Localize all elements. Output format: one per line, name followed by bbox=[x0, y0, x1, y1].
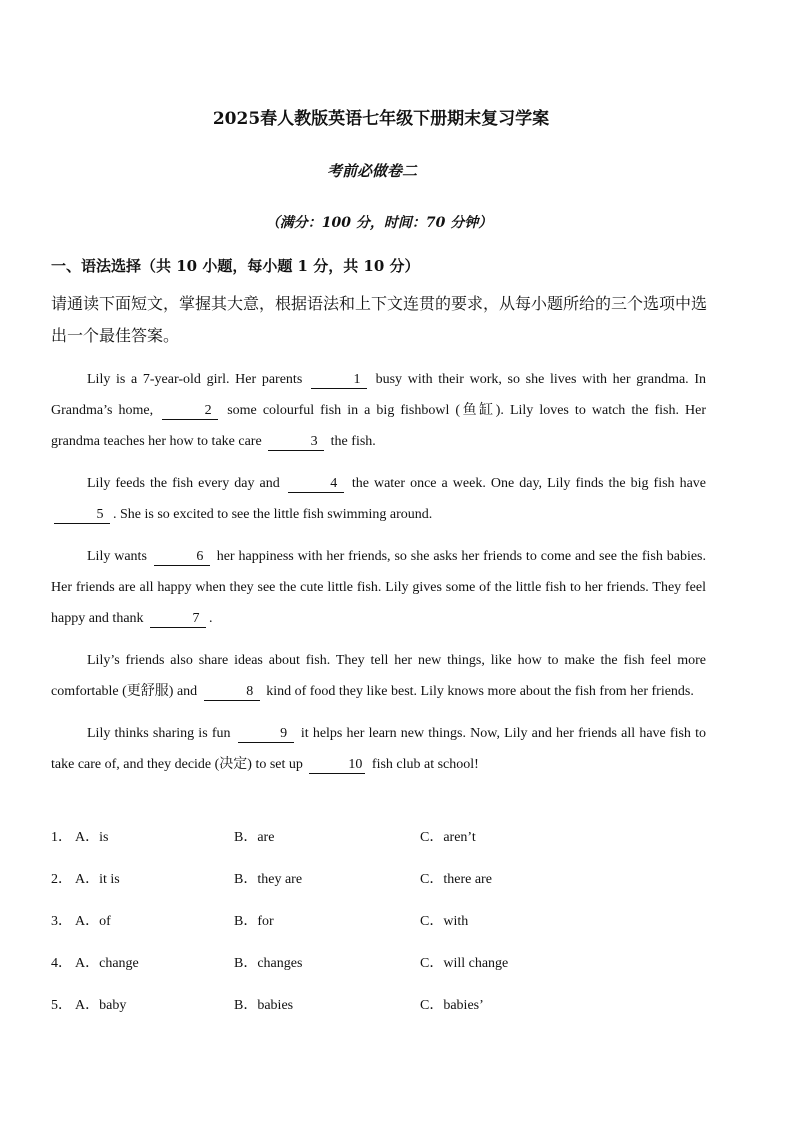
option-c: C．with bbox=[420, 914, 469, 929]
blank-8: 8 bbox=[204, 684, 260, 701]
blank-3: 3 bbox=[268, 434, 324, 451]
option-a: A．is bbox=[75, 830, 109, 845]
passage-text: fish club at school! bbox=[371, 757, 479, 772]
option-c: C．aren’t bbox=[420, 830, 476, 845]
question-row bbox=[51, 864, 711, 906]
question-number: 2． bbox=[51, 872, 72, 887]
passage-text: . bbox=[209, 611, 213, 626]
passage-text: busy with their work, so she lives with her grandma. In Grandma’s home, bbox=[51, 372, 707, 418]
page-subtitle: 考前必做卷二 bbox=[326, 162, 417, 180]
option-a: A．change bbox=[75, 956, 139, 971]
blank-2: 2 bbox=[162, 403, 218, 420]
passage-text: . She is so excited to see the little fish swimming around. bbox=[113, 507, 433, 522]
paragraph-5 bbox=[51, 718, 706, 780]
passage-text: some colourful fish in a big fishbowl (鱼缸). Lily loves to watch the fish. Her grandma teaches her how to take care bbox=[51, 403, 707, 449]
passage-text: her happiness with her friends, so she asks her friends to come and see the fish babies. Her friends are all happy when they see the cute little fish. Lily gives some of the little fish to her friends. They feel happy and thank bbox=[51, 549, 707, 626]
question-number: 5． bbox=[51, 998, 72, 1013]
question-number: 1． bbox=[51, 830, 72, 845]
passage-text: it helps her learn new things. Now, Lily and her friends all have fish to take care of, and they decide (决定) to set up bbox=[51, 726, 706, 772]
blank-9: 9 bbox=[238, 726, 294, 743]
passage-text: the fish. bbox=[330, 434, 376, 449]
passage-text: Lily wants bbox=[87, 549, 147, 564]
blank-7: 7 bbox=[150, 611, 206, 628]
section-heading: 一、语法选择（共 10 小题，每小题 1 分，共 10 分） bbox=[51, 257, 420, 275]
option-a: A．of bbox=[75, 914, 111, 929]
blank-5: 5 bbox=[54, 507, 110, 524]
reading-passage bbox=[51, 364, 706, 791]
blank-1: 1 bbox=[311, 372, 367, 389]
question-list bbox=[51, 822, 711, 1032]
blank-10: 10 bbox=[309, 757, 365, 774]
question-number: 4． bbox=[51, 956, 72, 971]
passage-text: Lily’s friends also share ideas about fish. They tell her new things, like how to make the fish feel more comfortable (更舒服) and bbox=[51, 653, 706, 699]
paragraph-3 bbox=[51, 541, 706, 634]
blank-6: 6 bbox=[154, 549, 210, 566]
option-c: C．will change bbox=[420, 956, 509, 971]
score-info: （满分：100 分，时间：70 分钟） bbox=[265, 215, 493, 231]
question-row bbox=[51, 990, 711, 1032]
passage-text: the water once a week. One day, Lily finds the big fish have bbox=[351, 476, 707, 491]
paragraph-4 bbox=[51, 645, 706, 707]
question-row bbox=[51, 906, 711, 948]
paragraph-2 bbox=[51, 468, 706, 530]
option-a: A．baby bbox=[75, 998, 127, 1013]
passage-text: Lily feeds the fish every day and bbox=[87, 476, 280, 491]
question-row bbox=[51, 948, 711, 990]
option-b: B．they are bbox=[234, 872, 303, 887]
option-b: B．for bbox=[234, 914, 274, 929]
paragraph-1 bbox=[51, 364, 706, 457]
passage-text: Lily thinks sharing is fun bbox=[87, 726, 231, 741]
section-instruction: 请通读下面短文，掌握其大意，根据语法和上下文连贯的要求，从每小题所给的三个选项中选出一个最佳答案。 bbox=[51, 294, 708, 345]
question-number: 3． bbox=[51, 914, 72, 929]
page-title: 2025春人教版英语七年级下册期末复习学案 bbox=[212, 109, 550, 129]
option-c: C．babies’ bbox=[420, 998, 484, 1013]
blank-4: 4 bbox=[288, 476, 344, 493]
option-c: C．there are bbox=[420, 872, 492, 887]
passage-text: kind of food they like best. Lily knows more about the fish from her friends. bbox=[266, 684, 694, 699]
option-a: A．it is bbox=[75, 872, 120, 887]
option-b: B．babies bbox=[234, 998, 294, 1013]
question-row bbox=[51, 822, 711, 864]
option-b: B．changes bbox=[234, 956, 303, 971]
passage-text: Lily is a 7-year-old girl. Her parents bbox=[87, 372, 303, 387]
option-b: B．are bbox=[234, 830, 275, 845]
